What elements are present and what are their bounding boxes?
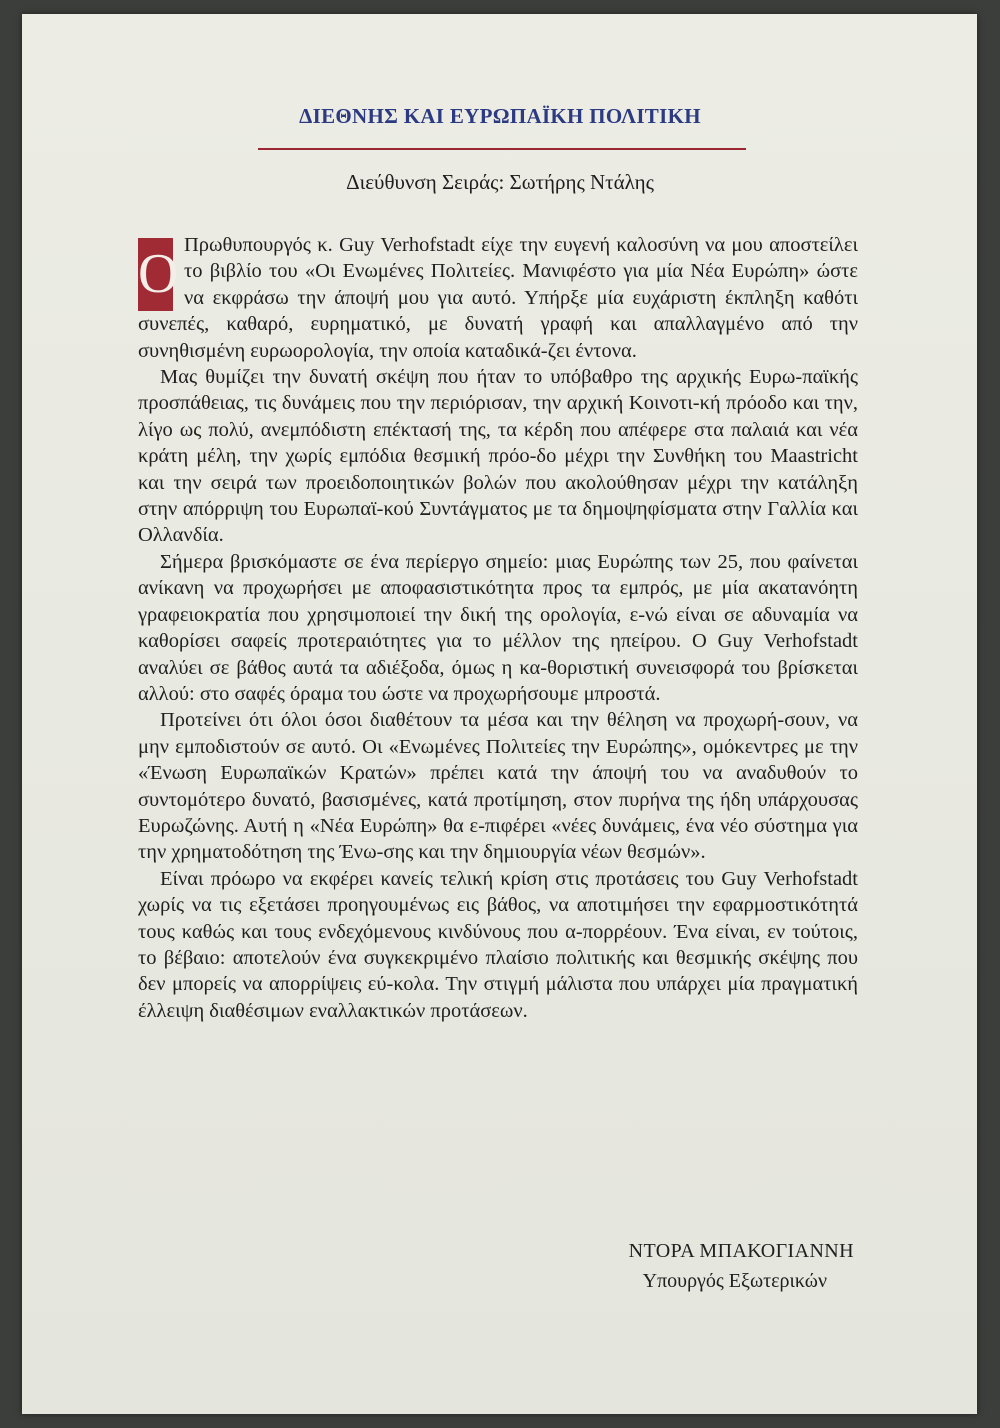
signature-name: ΝΤΟΡΑ ΜΠΑΚΟΓΙΑΝΝΗ — [628, 1240, 854, 1262]
title-rule — [258, 148, 746, 150]
paragraph-3: Σήμερα βρισκόμαστε σε ένα περίεργο σημείο: μιας Ευρώπης των 25, που φαίνεται ανίκανη να προχωρήσει με αποφασιστικότητα προς τα εμπρός, με μία ακατανόητη γραφειοκρατία που χρησιμοποιεί την δική της ορολογία, ε-νώ είναι σε αδυναμία να καθορίσει σαφείς προτεραιότητες για το μέλλον της ηπείρου. Ο Guy Verhofstadt αναλύει σε βάθος αυτά τα αδιέξοδα, όμως η κα-θοριστική συνεισφορά του βρίσκεται αλλού: στο σαφές όραμα του ώστε να προχωρήσουμε μπροστά. — [138, 550, 858, 705]
paragraph-2: Μας θυμίζει την δυνατή σκέψη που ήταν το υπόβαθρο της αρχικής Ευρω-παϊκής προσπάθειας, τις δυνάμεις που την περιόρισαν, την αρχική Κοινοτι-κή πρόοδο και την, λίγο ως πολύ, ανεμπόδιστη επέκτασή της, τα κέρδη που απέφερε στα παλαιά και νέα κράτη μέλη, την χωρίς εμπόδια θεσμική πρόο-δο μέχρι την Συνθήκη του Maastricht και την σειρά των προειδοποιητικών βολών που ακολούθησαν μέχρι την κατάληξη στην απόρριψη του Ευρωπαϊ-κού Συντάγματος με τα δημοψηφίσματα στην Γαλλία και Ολλανδία. — [138, 366, 858, 547]
paragraph-5: Είναι πρόωρο να εκφέρει κανείς τελική κρίση στις προτάσεις του Guy Verhofstadt χωρίς να τις εξετάσει προηγουμένως εις βάθος, να αποτιμήσει την εφαρμοστικότητά τους καθώς και τους ενδεχόμενους κινδύνους που α-πορρέουν. Ένα είναι, εν τούτοις, το βέβαιο: αποτελούν ένα συγκεκριμένο πλαίσιο πολιτικής και θεσμικής σκέψης που δεν μπορείς να απορρίψεις εύ-κολα. Την στιγμή μάλιστα που υπάρχει μία πραγματική έλλειψη διαθέσιμων εναλλακτικών προτάσεων. — [138, 867, 858, 1022]
paragraph-4: Προτείνει ότι όλοι όσοι διαθέτουν τα μέσα και την θέληση να προχωρή-σουν, να μην εμποδιστούν σε αυτό. Οι «Ενωμένες Πολιτείες την Ευρώπης», ομόκεντρες με την «Ένωση Ευρωπαϊκών Κρατών» πρέπει κατά την άποψή του να αναδυθούν το συντομότερο δυνατό, βασισμένες, κατά προτίμηση, στον πυρήνα της ήδη υπάρχουσας Ευρωζώνης. Αυτή η «Νέα Ευρώπη» θα ε-πιφέρει «νέες δυνάμεις, ένα νέο σύστημα για την χρηματοδότηση της Ένω-σης και την δημιουργία νέων θεσμών». — [138, 709, 858, 864]
paragraph-1-text: Πρωθυπουργός κ. Guy Verhofstadt είχε την ευγενή καλοσύνη να μου αποστείλει το βιβλίο του «Οι Ενωμένες Πολιτείες. Μανιφέστο για μία Νέα Ευρώπη» ώστε να εκφράσω την άποψή μου για αυτό. Υπήρξε μία ευχάριστη έκπληξη καθότι συνεπές, καθαρό, ευρηματικό, με δυνατή γραφή και απαλλαγμένο από την συνηθισμένη ευρωορολογία, την οποία καταδικά-ζει έντονα. — [138, 234, 858, 362]
drop-cap: Ο — [138, 238, 173, 311]
paragraph-1 — [138, 232, 858, 364]
signature-block — [629, 1236, 854, 1296]
series-director: Διεύθυνση Σειράς: Σωτήρης Ντάλης — [346, 170, 654, 194]
signature-role: Υπουργός Εξωτερικών — [642, 1270, 828, 1292]
series-title: ΔΙΕΘΝΗΣ ΚΑΙ ΕΥΡΩΠΑΪΚΗ ΠΟΛΙΤΙΚΗ — [299, 104, 701, 128]
blurb-text — [138, 232, 858, 1024]
